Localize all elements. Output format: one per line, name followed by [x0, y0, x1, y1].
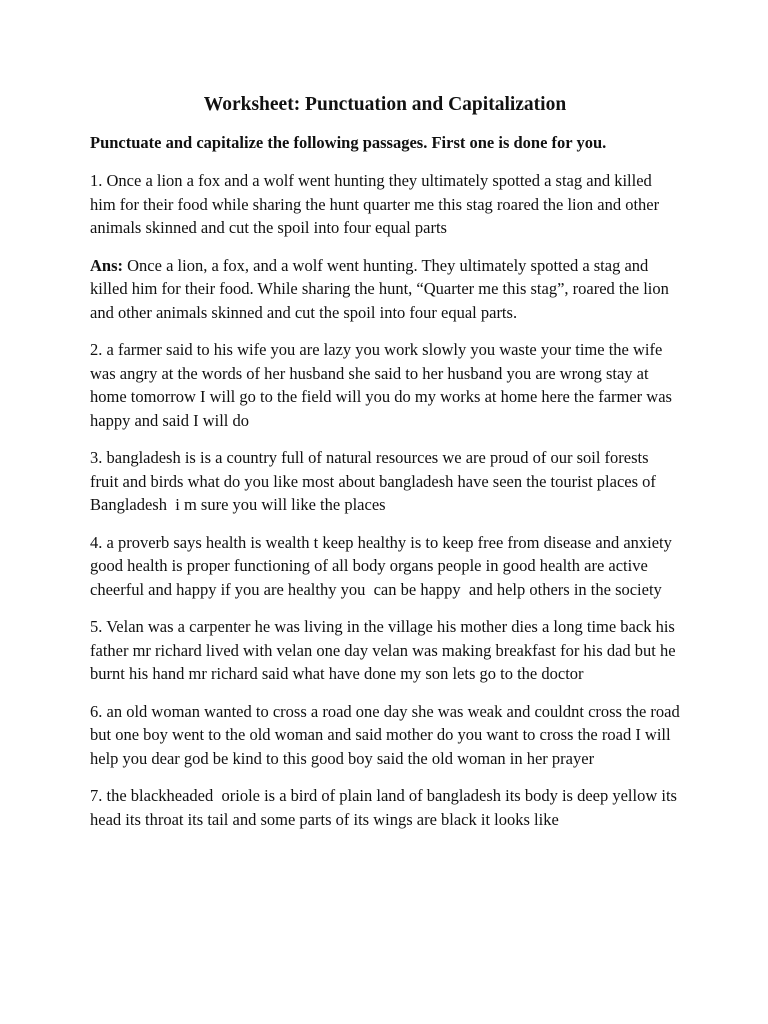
passage-5 — [90, 615, 680, 686]
passage-1 — [90, 169, 680, 240]
passage-4 — [90, 531, 680, 602]
passage-number: 5. — [90, 617, 103, 636]
passage-number: 6. — [90, 701, 103, 721]
passage-6 — [90, 700, 680, 771]
passage-text: the blackheaded oriole is a bird of plain land of bangladesh its body is deep yellow its head its throat its tail and some parts of its wings are black it looks like — [90, 786, 682, 829]
answer-example — [90, 254, 680, 325]
instructions: Punctuate and capitalize the following passages. First one is done for you. — [90, 133, 607, 152]
answer-text: Once a lion, a fox, and a wolf went hunting. They ultimately spotted a stag and killed him for their food. While sharing the hunt, “Quarter me this stag”, roared the lion and other animals skinned and cut the spoil into four equal parts. — [90, 255, 669, 322]
passage-number: 1. — [90, 171, 103, 190]
passage-3 — [90, 446, 680, 517]
passage-number: 2. — [90, 340, 103, 359]
passage-text: Once a lion a fox and a wolf went hunting they ultimately spotted a stag and killed him for their food while sharing the hunt quarter me this stag roared the lion and other animals skinned and cut the spoil into four equal parts — [90, 171, 660, 237]
passage-number: 4. — [90, 532, 103, 552]
answer-label: Ans: — [90, 255, 124, 275]
passage-2 — [90, 338, 680, 432]
passage-text: an old woman wanted to cross a road one day she was weak and couldnt cross the road but one boy went to the old woman and said mother do you want to cross the road I will help you dear god be kind to this good boy said the old woman in her prayer — [90, 701, 680, 768]
passage-number: 3. — [90, 448, 103, 467]
passage-text: a farmer said to his wife you are lazy you work slowly you waste your time the wife was angry at the words of her husband she said to her husband you are wrong stay at home tomorrow I will go to the field will you do my works at home here the farmer was happy and said I will do — [90, 340, 672, 430]
passage-text: a proverb says health is wealth t keep healthy is to keep free from disease and anxiety good health is proper functioning of all body organs people in good health are active cheerful and happy if you are healthy you can be happy and help others in the society — [90, 532, 677, 599]
passage-number: 7. — [90, 786, 103, 805]
worksheet-title: Worksheet: Punctuation and Capitalization — [203, 94, 567, 115]
passage-text: Velan was a carpenter he was living in the village his mother dies a long time back his father mr richard lived with velan one day velan was making breakfast for his dad but he burnt his hand mr richard said what have done my son lets go to the doctor — [90, 617, 676, 683]
passage-7 — [90, 784, 680, 831]
passage-text: bangladesh is is a country full of natural resources we are proud of our soil forests fruit and birds what do you like most about bangladesh have seen the tourist places of Bangladesh i m sure you will like the places — [90, 448, 665, 514]
